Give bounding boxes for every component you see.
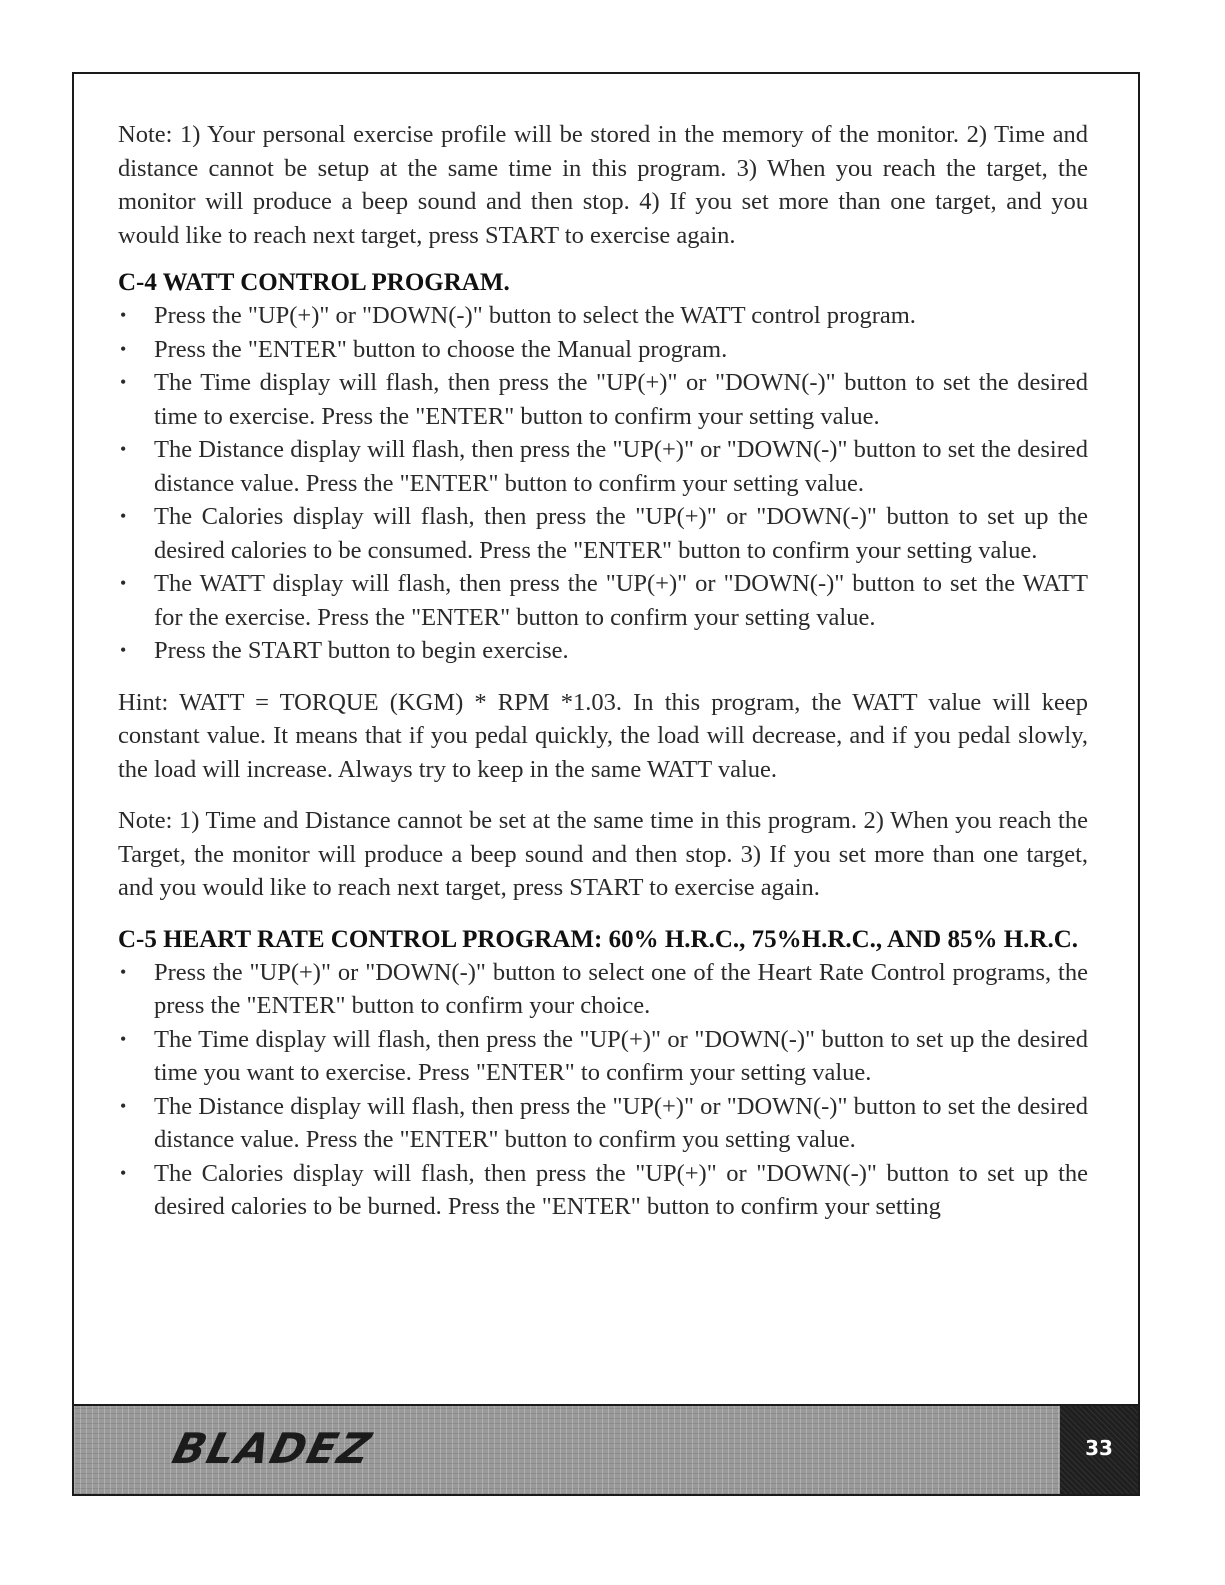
section-heading-c5: C-5 HEART RATE CONTROL PROGRAM: 60% H.R.C., 75%H.R.C., AND 85% H.R.C. <box>118 925 1079 953</box>
list-item: • Press the "UP(+)" or "DOWN(-)" button to select the WATT control program. <box>118 299 1088 333</box>
list-item: • Press the START button to begin exercise. <box>118 634 1088 668</box>
bullet-icon: • <box>120 372 127 392</box>
section-heading-c4: C-4 WATT CONTROL PROGRAM. <box>118 269 510 296</box>
list-item: • The Time display will flash, then press the "UP(+)" or "DOWN(-)" button to set the desired time to exercise. Press the "ENTER" button to confirm your setting value. <box>118 366 1088 433</box>
bullet-icon: • <box>120 573 127 593</box>
bullet-icon: • <box>120 1162 127 1183</box>
list-item: • Press the "UP(+)" or "DOWN(-)" button to select one of the Heart Rate Control programs, the press the "ENTER" button to confirm your choice. <box>118 956 1088 1023</box>
list-item: • The Time display will flash, then press the "UP(+)" or "DOWN(-)" button to set up the desired time you want to exercise. Press "ENTER" to confirm your setting value. <box>118 1023 1088 1090</box>
c5-bullet-list <box>118 956 1088 1224</box>
bullet-icon: • <box>120 1095 127 1116</box>
list-item: • Press the "ENTER" button to choose the Manual program. <box>118 333 1088 367</box>
page-content <box>118 118 1088 1224</box>
hint-paragraph: Hint: WATT = TORQUE (KGM) * RPM *1.03. In this program, the WATT value will keep constant value. It means that if you pedal quickly, the load will decrease, and if you pedal slowly, the load will increase. Always try to keep in the same WATT value. <box>118 688 1088 783</box>
bullet-icon: • <box>120 338 127 359</box>
brand-logo: BLADEZ <box>167 1424 378 1473</box>
note-paragraph-1: Note: 1) Your personal exercise profile will be stored in the memory of the monitor. 2) Time and distance cannot be setup at the same time in this program. 3) When you reach the target, the monitor will produce a beep sound and then stop. 4) If you set more than one target, and you would like to reach next target, press START to exercise again. <box>118 121 1088 249</box>
page-number-box <box>1060 1406 1138 1494</box>
list-item: • The Calories display will flash, then press the "UP(+)" or "DOWN(-)" button to set up the desired calories to be consumed. Press the "ENTER" button to confirm your setting value. <box>118 500 1088 567</box>
bullet-icon: • <box>120 640 127 660</box>
list-item: • The Distance display will flash, then press the "UP(+)" or "DOWN(-)" button to set the desired distance value. Press the "ENTER" button to confirm your setting value. <box>118 433 1088 500</box>
list-item: • The Distance display will flash, then press the "UP(+)" or "DOWN(-)" button to set the desired distance value. Press the "ENTER" button to confirm you setting value. <box>118 1090 1088 1157</box>
bullet-icon: • <box>120 1028 127 1049</box>
bullet-icon: • <box>120 305 127 325</box>
bullet-icon: • <box>120 439 127 459</box>
note-paragraph-2: Note: 1) Time and Distance cannot be set at the same time in this program. 2) When you reach the Target, the monitor will produce a beep sound and then stop. 3) If you set more than one target, and you would like to reach next target, press START to exercise again. <box>118 807 1088 901</box>
bullet-icon: • <box>120 506 127 526</box>
list-item: • The Calories display will flash, then press the "UP(+)" or "DOWN(-)" button to set up the desired calories to be burned. Press the "ENTER" button to confirm your setting <box>118 1157 1088 1224</box>
c4-bullet-list <box>118 299 1088 668</box>
page-number: 33 <box>1085 1436 1113 1460</box>
bullet-icon: • <box>120 961 127 982</box>
list-item: • The WATT display will flash, then press the "UP(+)" or "DOWN(-)" button to set the WATT for the exercise. Press the "ENTER" button to confirm your setting value. <box>118 567 1088 634</box>
page-footer <box>72 1404 1140 1496</box>
